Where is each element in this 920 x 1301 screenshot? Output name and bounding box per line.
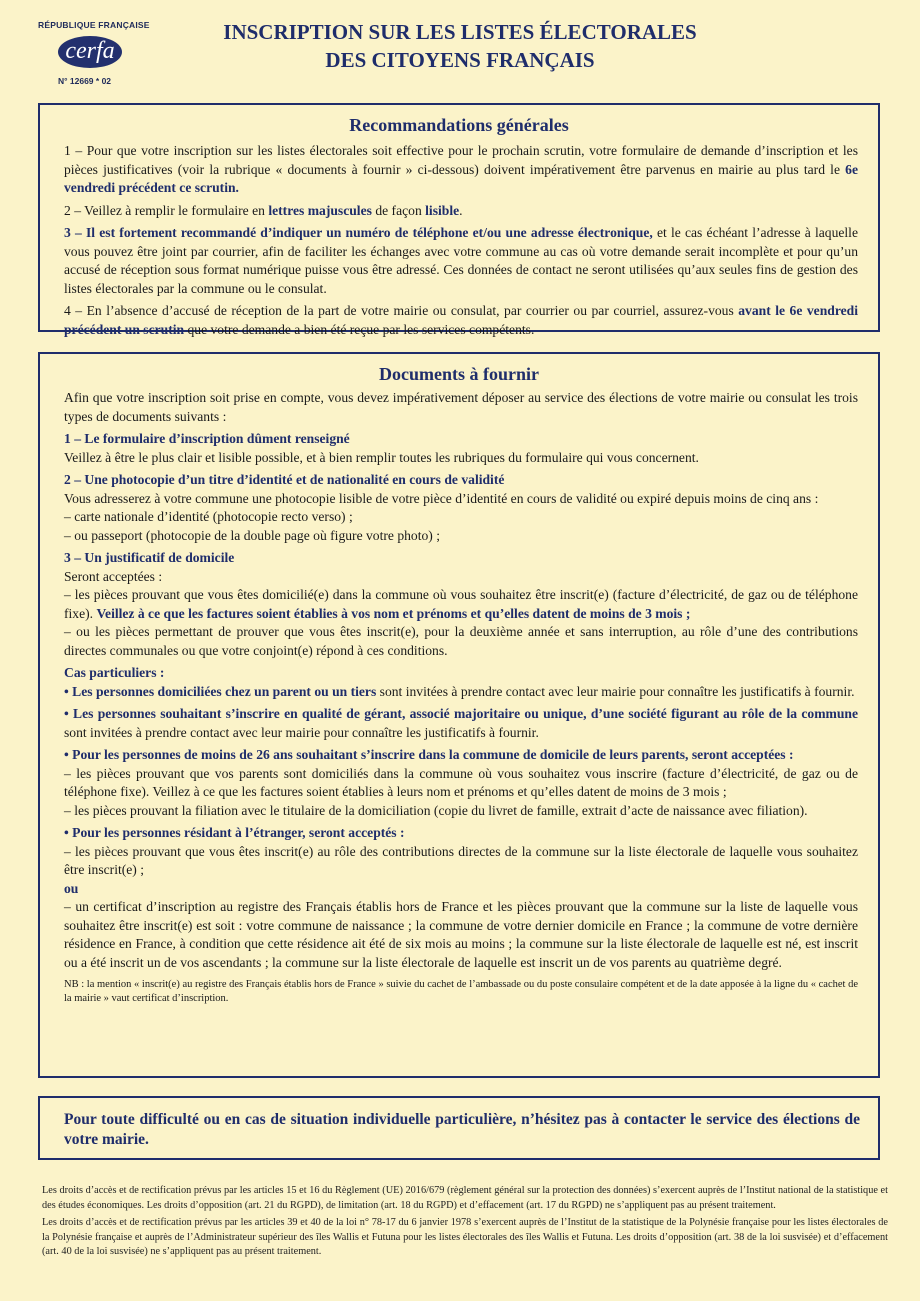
contact-box xyxy=(38,1096,880,1160)
section-3-title: 3 – Un justificatif de domicile xyxy=(64,550,235,565)
republic-label: RÉPUBLIQUE FRANÇAISE xyxy=(38,20,150,30)
list-item: – un certificat d’inscription au registre des Français établis hors de France et les pièces prouvant que la commune sur la liste de laquelle vous souhaitez être inscrit(e) est soit : votre commune de naissance ; la commune de votre dernier domicile en France ; la commune de votre dernière résidence en France, à condition que cette résidence ait été de six mois au moins ; la commune sur la liste électorale de laquelle est né, est inscrit ou a été inscrit un de vos ascendants ; la commune sur la liste électorale de laquelle est inscrit un de vos parents au quatrième degré. xyxy=(64,899,858,970)
cerfa-logo: cerfa xyxy=(58,36,122,68)
list-item: – les pièces prouvant que vous êtes inscrit(e) au rôle des contributions directes de la commune sur la liste électorale de laquelle vous souhaitez être inscrit(e) ; xyxy=(64,843,858,877)
documents-intro: Afin que votre inscription soit prise en compte, vous devez impérativement déposer au service des élections de votre mairie ou consulat les trois types de documents suivants : xyxy=(64,390,858,424)
section-1-title: 1 – Le formulaire d’inscription dûment renseigné xyxy=(64,431,350,446)
recommandation-1: 1 – Pour que votre inscription sur les listes électorales soit effective pour le prochain scrutin, votre formulaire de demande d’inscription et les pièces justificatives (voir la rubrique « documents à fournir » ci-dessous) doivent impérativement être parvenus en mairie au plus tard le 6e vendredi précédent ce scrutin. xyxy=(64,143,858,195)
recommandation-4: 4 – En l’absence d’accusé de réception de la part de votre mairie ou consulat, par courrier ou par courriel, assurez-vous avant le 6e vendredi précédent un scrutin que votre demande a bien été reçue par les services compétents. xyxy=(64,303,858,337)
section-3-text: Seront acceptées : xyxy=(64,568,163,584)
legal-paragraph-1: Les droits d’accès et de rectification prévus par les articles 15 et 16 du Règlement (UE) 2016/679 (règlement général sur la protection des données) s’exercent auprès de l’Institut national de la statistique et des études économiques. Les droits d’opposition (art. 21 du RGPD), de limitation (art. 18 du RGPD) et d’effacement (art. 17 du RGPD) ne s’appliquent pas au présent traitement. xyxy=(42,1185,888,1211)
list-item: – ou les pièces permettant de prouver que vous êtes inscrit(e), pour la deuxième année et sans interruption, au rôle d’une des contributions directes communales ou que votre conjoint(e) répond à ces conditions. xyxy=(64,624,858,658)
list-item: – les pièces prouvant que vous êtes domicilié(e) dans la commune où vous souhaitez être inscrit(e) (facture d’électricité, de gaz ou de téléphone fixe). Veillez à ce que les factures soient établies à vos nom et prénoms et qu’elles datent de moins de 3 mois ; xyxy=(64,587,858,621)
section-1-text: Veillez à être le plus clair et lisible possible, et à bien remplir toutes les rubriques du formulaire qui vous concernent. xyxy=(64,449,699,465)
recommandations-box xyxy=(38,103,880,337)
page-title-line2: DES CITOYENS FRANÇAIS xyxy=(325,48,595,72)
recommandations-heading: Recommandations générales xyxy=(349,115,569,135)
nb-note: NB : la mention « inscrit(e) au registre des Français établis hors de France » suivie du cachet de l’ambassade ou du poste consulaire compétent et de la date apposée à la ligne du « cachet de la mairie » vaut certificat d’inscription. xyxy=(64,979,858,1004)
list-item: – les pièces prouvant la filiation avec le titulaire de la domiciliation (copie du livret de famille, extrait d’acte de naissance avec filiation). xyxy=(64,802,808,818)
or-separator: ou xyxy=(64,880,79,896)
cas-particulier-3-title: • Pour les personnes de moins de 26 ans souhaitant s’inscrire dans la commune de domicile de leurs parents, seront acceptées : xyxy=(64,747,794,762)
page-header xyxy=(0,0,920,100)
list-item: – ou passeport (photocopie de la double page où figure votre photo) ; xyxy=(64,527,440,543)
cas-particulier-4-title: • Pour les personnes résidant à l’étranger, seront acceptés : xyxy=(64,825,405,840)
page-title-line1: INSCRIPTION SUR LES LISTES ÉLECTORALES xyxy=(223,20,697,44)
documents-heading: Documents à fournir xyxy=(379,364,539,384)
section-2-title: 2 – Une photocopie d’un titre d’identité et de nationalité en cours de validité xyxy=(64,472,505,487)
legal-paragraph-2: Les droits d’accès et de rectification prévus par les articles 39 et 40 de la loi n° 78-17 du 6 janvier 1978 s’exercent auprès de l’Institut de la statistique de la Polynésie française pour les listes électorales de la Polynésie française et auprès de l’Administrateur supérieur des îles Wallis et Futuna pour les listes électorales des îles Wallis et Futuna. Les droits d’opposition (art. 38 de la loi susvisée) et d’effacement (art. 40 de la loi susvisée) ne s’appliquent pas au présent traitement. xyxy=(42,1217,888,1257)
list-item: – les pièces prouvant que vos parents sont domiciliés dans la commune où vous souhaitez vous inscrire (facture d’électricité, de gaz ou de téléphone fixe). Veillez à ce que les factures soient établies à leurs nom et prénoms et qu’elles datent de moins de 3 mois ; xyxy=(64,765,858,799)
cas-particuliers-title: Cas particuliers : xyxy=(64,665,165,680)
recommandation-3: 3 – Il est fortement recommandé d’indiquer un numéro de téléphone et/ou une adresse électronique, et le cas échéant l’adresse à laquelle vous pouvez être joint par courrier, afin de faciliter les échanges avec votre commune au cas où votre demande serait incomplète et pour qu’un accusé de réception sous format numérique puisse vous être adressé. Ces données de contact ne seront utilisées qu’aux seules fins de gestion des listes électorales par la commune ou le consulat. xyxy=(64,225,858,296)
recommandation-2: 2 – Veillez à remplir le formulaire en lettres majuscules de façon lisible. xyxy=(64,202,463,218)
documents-box xyxy=(38,352,880,1078)
cerfa-number: N° 12669 * 02 xyxy=(58,76,112,86)
cas-particulier-2: • Les personnes souhaitant s’inscrire en qualité de gérant, associé majoritaire ou unique, d’une société figurant au rôle de la commune sont invitées à prendre contact avec leur mairie pour connaître les justificatifs à fournir. xyxy=(64,706,858,740)
cas-particulier-1: • Les personnes domiciliées chez un parent ou un tiers sont invitées à prendre contact avec leur mairie pour connaître les justificatifs à fournir. xyxy=(64,683,855,699)
legal-footer xyxy=(42,1184,888,1263)
list-item: – carte nationale d’identité (photocopie recto verso) ; xyxy=(64,509,353,524)
contact-text: Pour toute difficulté ou en cas de situation individuelle particulière, n’hésitez pas à contacter le service des élections de votre mairie. xyxy=(64,1111,860,1148)
section-2-text: Vous adresserez à votre commune une photocopie lisible de votre pièce d’identité en cours de validité ou expiré depuis moins de cinq ans : xyxy=(64,490,819,506)
